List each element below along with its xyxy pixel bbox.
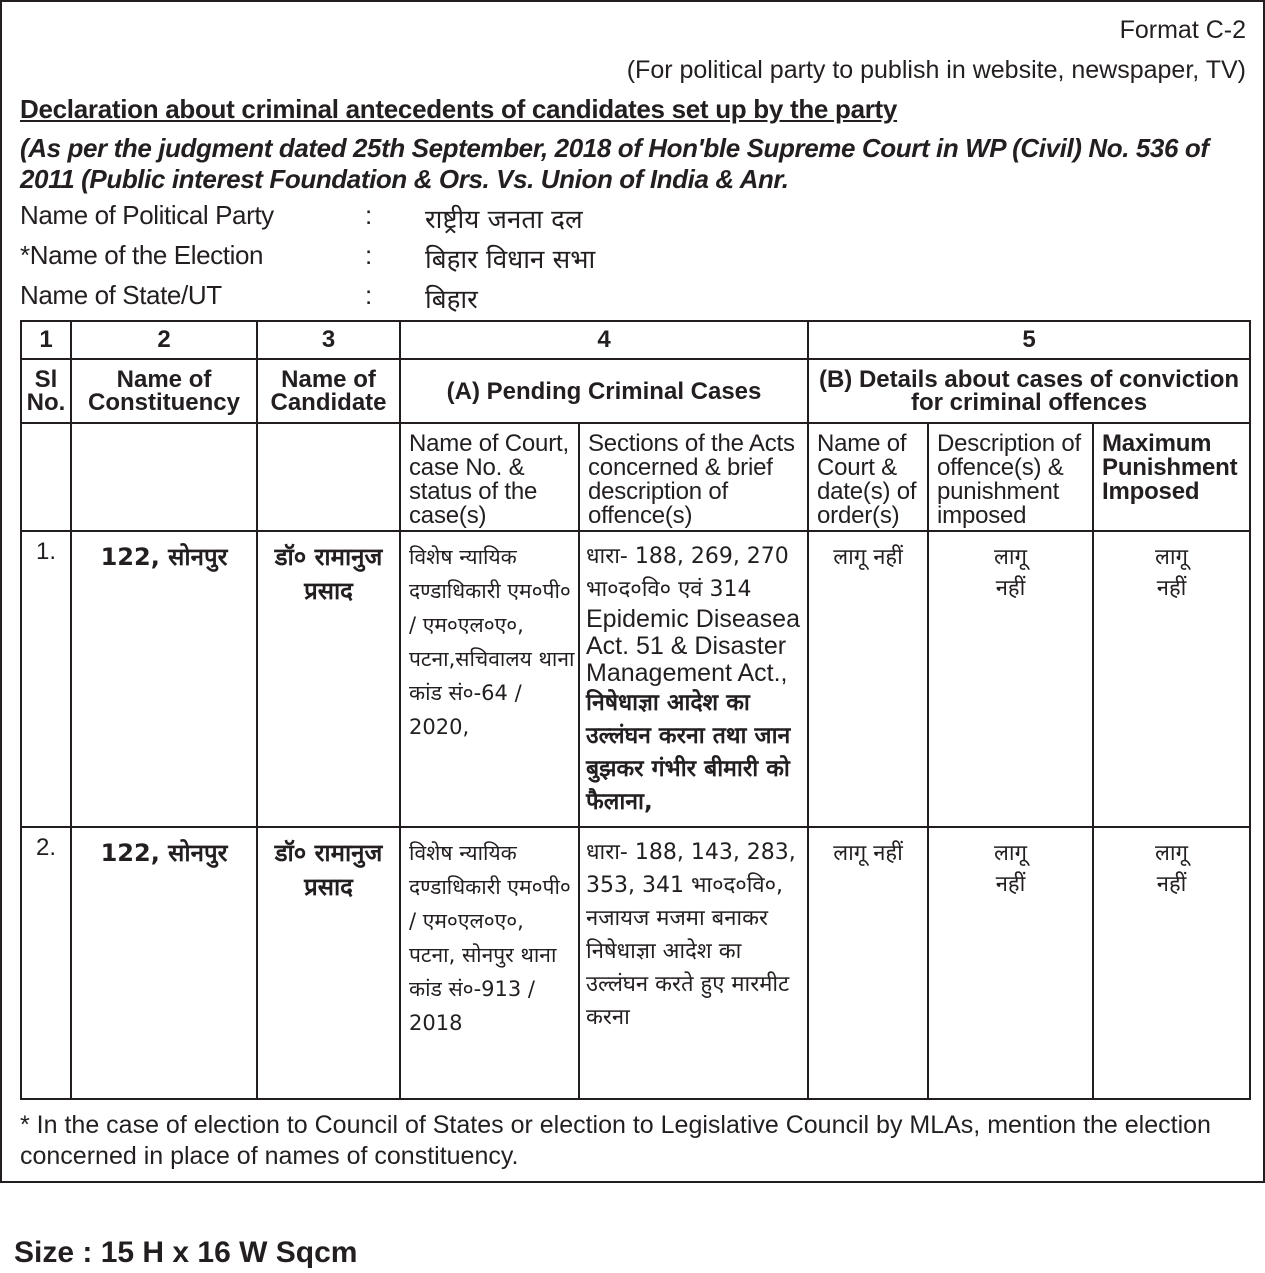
sl-header: Sl No. [21,359,71,423]
header-row [21,359,1250,423]
table-row [21,827,1250,1099]
party-name-label: Name of Political Party [20,200,274,230]
candidate-cell: डॉ० रामानुज प्रसाद [257,827,400,1099]
col-number-5: 5 [808,321,1250,359]
court-cell: विशेष न्यायिक दण्डाधिकारी एम०पी० / एम०एल०ए०, पटना,सचिवालय थाना कांड सं०-64 / 2020, [400,531,579,827]
col-number-3: 3 [257,321,400,359]
election-name-value: बिहार विधान सभा [425,245,596,275]
size-note: Size : 15 H x 16 W Sqcm [14,1236,358,1269]
sections-hindi: धारा- 188, 143, 283, 353, 341 भा०द०वि०, नजायज मजमा बनाकर निषेधाज्ञा आदेश का उल्लंघन करते हुए मारमीट करना [586,840,796,1030]
sections-cell [579,531,808,827]
election-name-label: *Name of the Election [20,240,264,270]
purpose-note: (For political party to publish in website, newspaper, TV) [626,56,1246,84]
constituency-cell: 122, सोनपुर [71,827,257,1099]
judgment-reference: (As per the judgment dated 25th September, 2018 of Hon'ble Supreme Court in WP (Civil) No. 536 of 2011 (Public interest Foundation & Ors. Vs. Union of India & Anr. [20,133,1209,194]
page-title: Declaration about criminal antecedents of candidates set up by the party [20,94,898,124]
order-cell: लागू नहीं [808,827,928,1099]
separator: : [365,240,373,270]
col-number-2: 2 [71,321,257,359]
state-name-value: बिहार [425,285,478,315]
court-cell: विशेष न्यायिक दण्डाधिकारी एम०पी० / एम०एल०ए०, पटना, सोनपुर थाना कांड सं०-913 / 2018 [400,827,579,1099]
party-name-value: राष्ट्रीय जनता दल [425,205,583,235]
conviction-header: (B) Details about cases of conviction for criminal offences [808,359,1250,423]
description-subheader: Description of offence(s) & punishment imposed [928,423,1093,531]
constituency-header: Name of Constituency [71,359,257,423]
candidate-cell: डॉ० रामानुज प्रसाद [257,531,400,827]
description-cell: लागू नहीं [928,531,1093,827]
court-subheader: Name of Court, case No. & status of the case(s) [400,423,579,531]
sections-hindi: धारा- 188, 269, 270 भा०द०वि० एवं 314 [586,544,789,602]
sections-cell [579,827,808,1099]
antecedents-table [20,320,1251,1100]
sections-description: निषेधाज्ञा आदेश का उल्लंघन करना तथा जान बुझकर गंभीर बीमारी को फैलाना, [586,690,791,815]
sections-subheader: Sections of the Acts concerned & brief description of offence(s) [579,423,808,531]
column-number-row [21,321,1250,359]
format-label: Format C-2 [1119,16,1246,44]
footnote: * In the case of election to Council of States or election to Legislative Council by MLAs, mention the election concerned in place of names of constituency. [20,1111,1211,1170]
order-subheader: Name of Court & date(s) of order(s) [808,423,928,531]
col-number-1: 1 [21,321,71,359]
description-cell: लागू नहीं [928,827,1093,1099]
separator: : [365,280,373,310]
punishment-cell: लागू नहीं [1093,827,1250,1099]
separator: : [365,200,373,230]
punishment-cell: लागू नहीं [1093,531,1250,827]
sections-english: Epidemic Diseasea Act. 51 & Disaster Management Act., [586,605,800,687]
candidate-header: Name of Candidate [257,359,400,423]
col-number-4: 4 [400,321,808,359]
subheader-row [21,423,1250,531]
table-row [21,531,1250,827]
sl-cell: 2. [21,827,71,1099]
constituency-cell: 122, सोनपुर [71,531,257,827]
order-cell: लागू नहीं [808,531,928,827]
pending-cases-header: (A) Pending Criminal Cases [400,359,808,423]
sl-cell: 1. [21,531,71,827]
state-name-label: Name of State/UT [20,280,222,310]
punishment-subheader: Maximum Punishment Imposed [1093,423,1250,531]
